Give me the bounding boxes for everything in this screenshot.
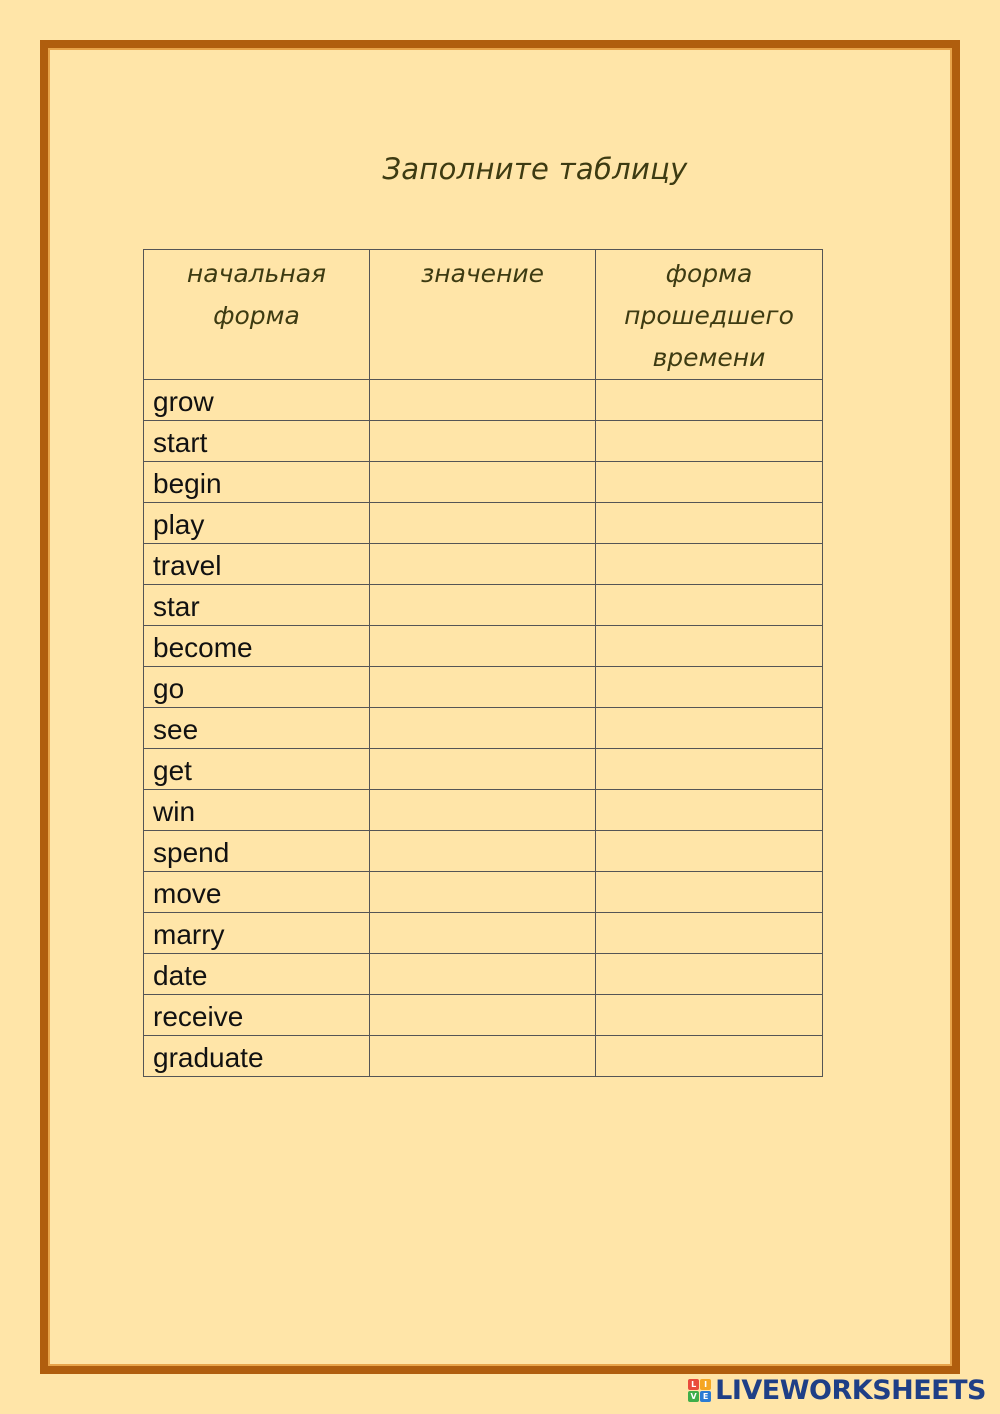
cell-past-form[interactable]: [596, 462, 823, 503]
cell-past-form[interactable]: [596, 790, 823, 831]
table-row: [144, 995, 823, 1036]
cell-base-form: start: [144, 421, 370, 462]
cell-base-form: go: [144, 667, 370, 708]
logo-tile-l: L: [688, 1379, 699, 1390]
cell-past-form[interactable]: [596, 995, 823, 1036]
cell-meaning[interactable]: [370, 831, 596, 872]
cell-past-form[interactable]: [596, 831, 823, 872]
cell-meaning[interactable]: [370, 626, 596, 667]
table-row: [144, 913, 823, 954]
table-header-row: [144, 250, 823, 380]
cell-meaning[interactable]: [370, 913, 596, 954]
cell-meaning[interactable]: [370, 421, 596, 462]
cell-meaning[interactable]: [370, 872, 596, 913]
header-past-form-label: форма прошедшего времени: [624, 259, 794, 372]
table-row: [144, 749, 823, 790]
cell-base-form: travel: [144, 544, 370, 585]
cell-meaning[interactable]: [370, 1036, 596, 1077]
cell-base-form: star: [144, 585, 370, 626]
cell-meaning[interactable]: [370, 380, 596, 421]
table-row: [144, 1036, 823, 1077]
cell-base-form: move: [144, 872, 370, 913]
header-base-form: [144, 250, 370, 380]
table-row: [144, 544, 823, 585]
cell-base-form: grow: [144, 380, 370, 421]
cell-base-form: date: [144, 954, 370, 995]
table-row: [144, 585, 823, 626]
table-row: [144, 708, 823, 749]
header-meaning-label: значение: [420, 259, 545, 288]
cell-past-form[interactable]: [596, 421, 823, 462]
cell-meaning[interactable]: [370, 462, 596, 503]
cell-past-form[interactable]: [596, 585, 823, 626]
cell-base-form: win: [144, 790, 370, 831]
verb-table: [143, 249, 823, 1077]
cell-base-form: see: [144, 708, 370, 749]
cell-meaning[interactable]: [370, 503, 596, 544]
table-body: [144, 380, 823, 1077]
header-meaning: [370, 250, 596, 380]
cell-past-form[interactable]: [596, 626, 823, 667]
cell-past-form[interactable]: [596, 544, 823, 585]
table-row: [144, 667, 823, 708]
cell-meaning[interactable]: [370, 667, 596, 708]
cell-past-form[interactable]: [596, 708, 823, 749]
cell-past-form[interactable]: [596, 667, 823, 708]
table-row: [144, 380, 823, 421]
cell-past-form[interactable]: [596, 749, 823, 790]
cell-meaning[interactable]: [370, 544, 596, 585]
cell-base-form: graduate: [144, 1036, 370, 1077]
table-row: [144, 421, 823, 462]
table-row: [144, 831, 823, 872]
table-row: [144, 503, 823, 544]
cell-base-form: play: [144, 503, 370, 544]
logo-text: LIVEWORKSHEETS: [715, 1375, 986, 1406]
cell-past-form[interactable]: [596, 872, 823, 913]
cell-base-form: begin: [144, 462, 370, 503]
cell-past-form[interactable]: [596, 380, 823, 421]
table-row: [144, 872, 823, 913]
cell-meaning[interactable]: [370, 790, 596, 831]
cell-meaning[interactable]: [370, 749, 596, 790]
liveworksheets-logo-icon: [688, 1379, 711, 1402]
logo-tile-i: I: [700, 1379, 711, 1390]
cell-past-form[interactable]: [596, 1036, 823, 1077]
logo-tile-e: E: [700, 1391, 711, 1402]
header-past-form: [596, 250, 823, 380]
table-row: [144, 462, 823, 503]
table-row: [144, 790, 823, 831]
cell-base-form: spend: [144, 831, 370, 872]
header-base-form-label: начальная форма: [186, 259, 327, 330]
cell-base-form: become: [144, 626, 370, 667]
table-row: [144, 954, 823, 995]
cell-past-form[interactable]: [596, 954, 823, 995]
cell-past-form[interactable]: [596, 913, 823, 954]
cell-meaning[interactable]: [370, 708, 596, 749]
cell-meaning[interactable]: [370, 585, 596, 626]
table-row: [144, 626, 823, 667]
cell-meaning[interactable]: [370, 995, 596, 1036]
cell-base-form: get: [144, 749, 370, 790]
liveworksheets-logo: [688, 1375, 986, 1406]
cell-base-form: receive: [144, 995, 370, 1036]
logo-tile-v: V: [688, 1391, 699, 1402]
worksheet-title: Заполните таблицу: [382, 152, 688, 186]
cell-past-form[interactable]: [596, 503, 823, 544]
cell-meaning[interactable]: [370, 954, 596, 995]
cell-base-form: marry: [144, 913, 370, 954]
